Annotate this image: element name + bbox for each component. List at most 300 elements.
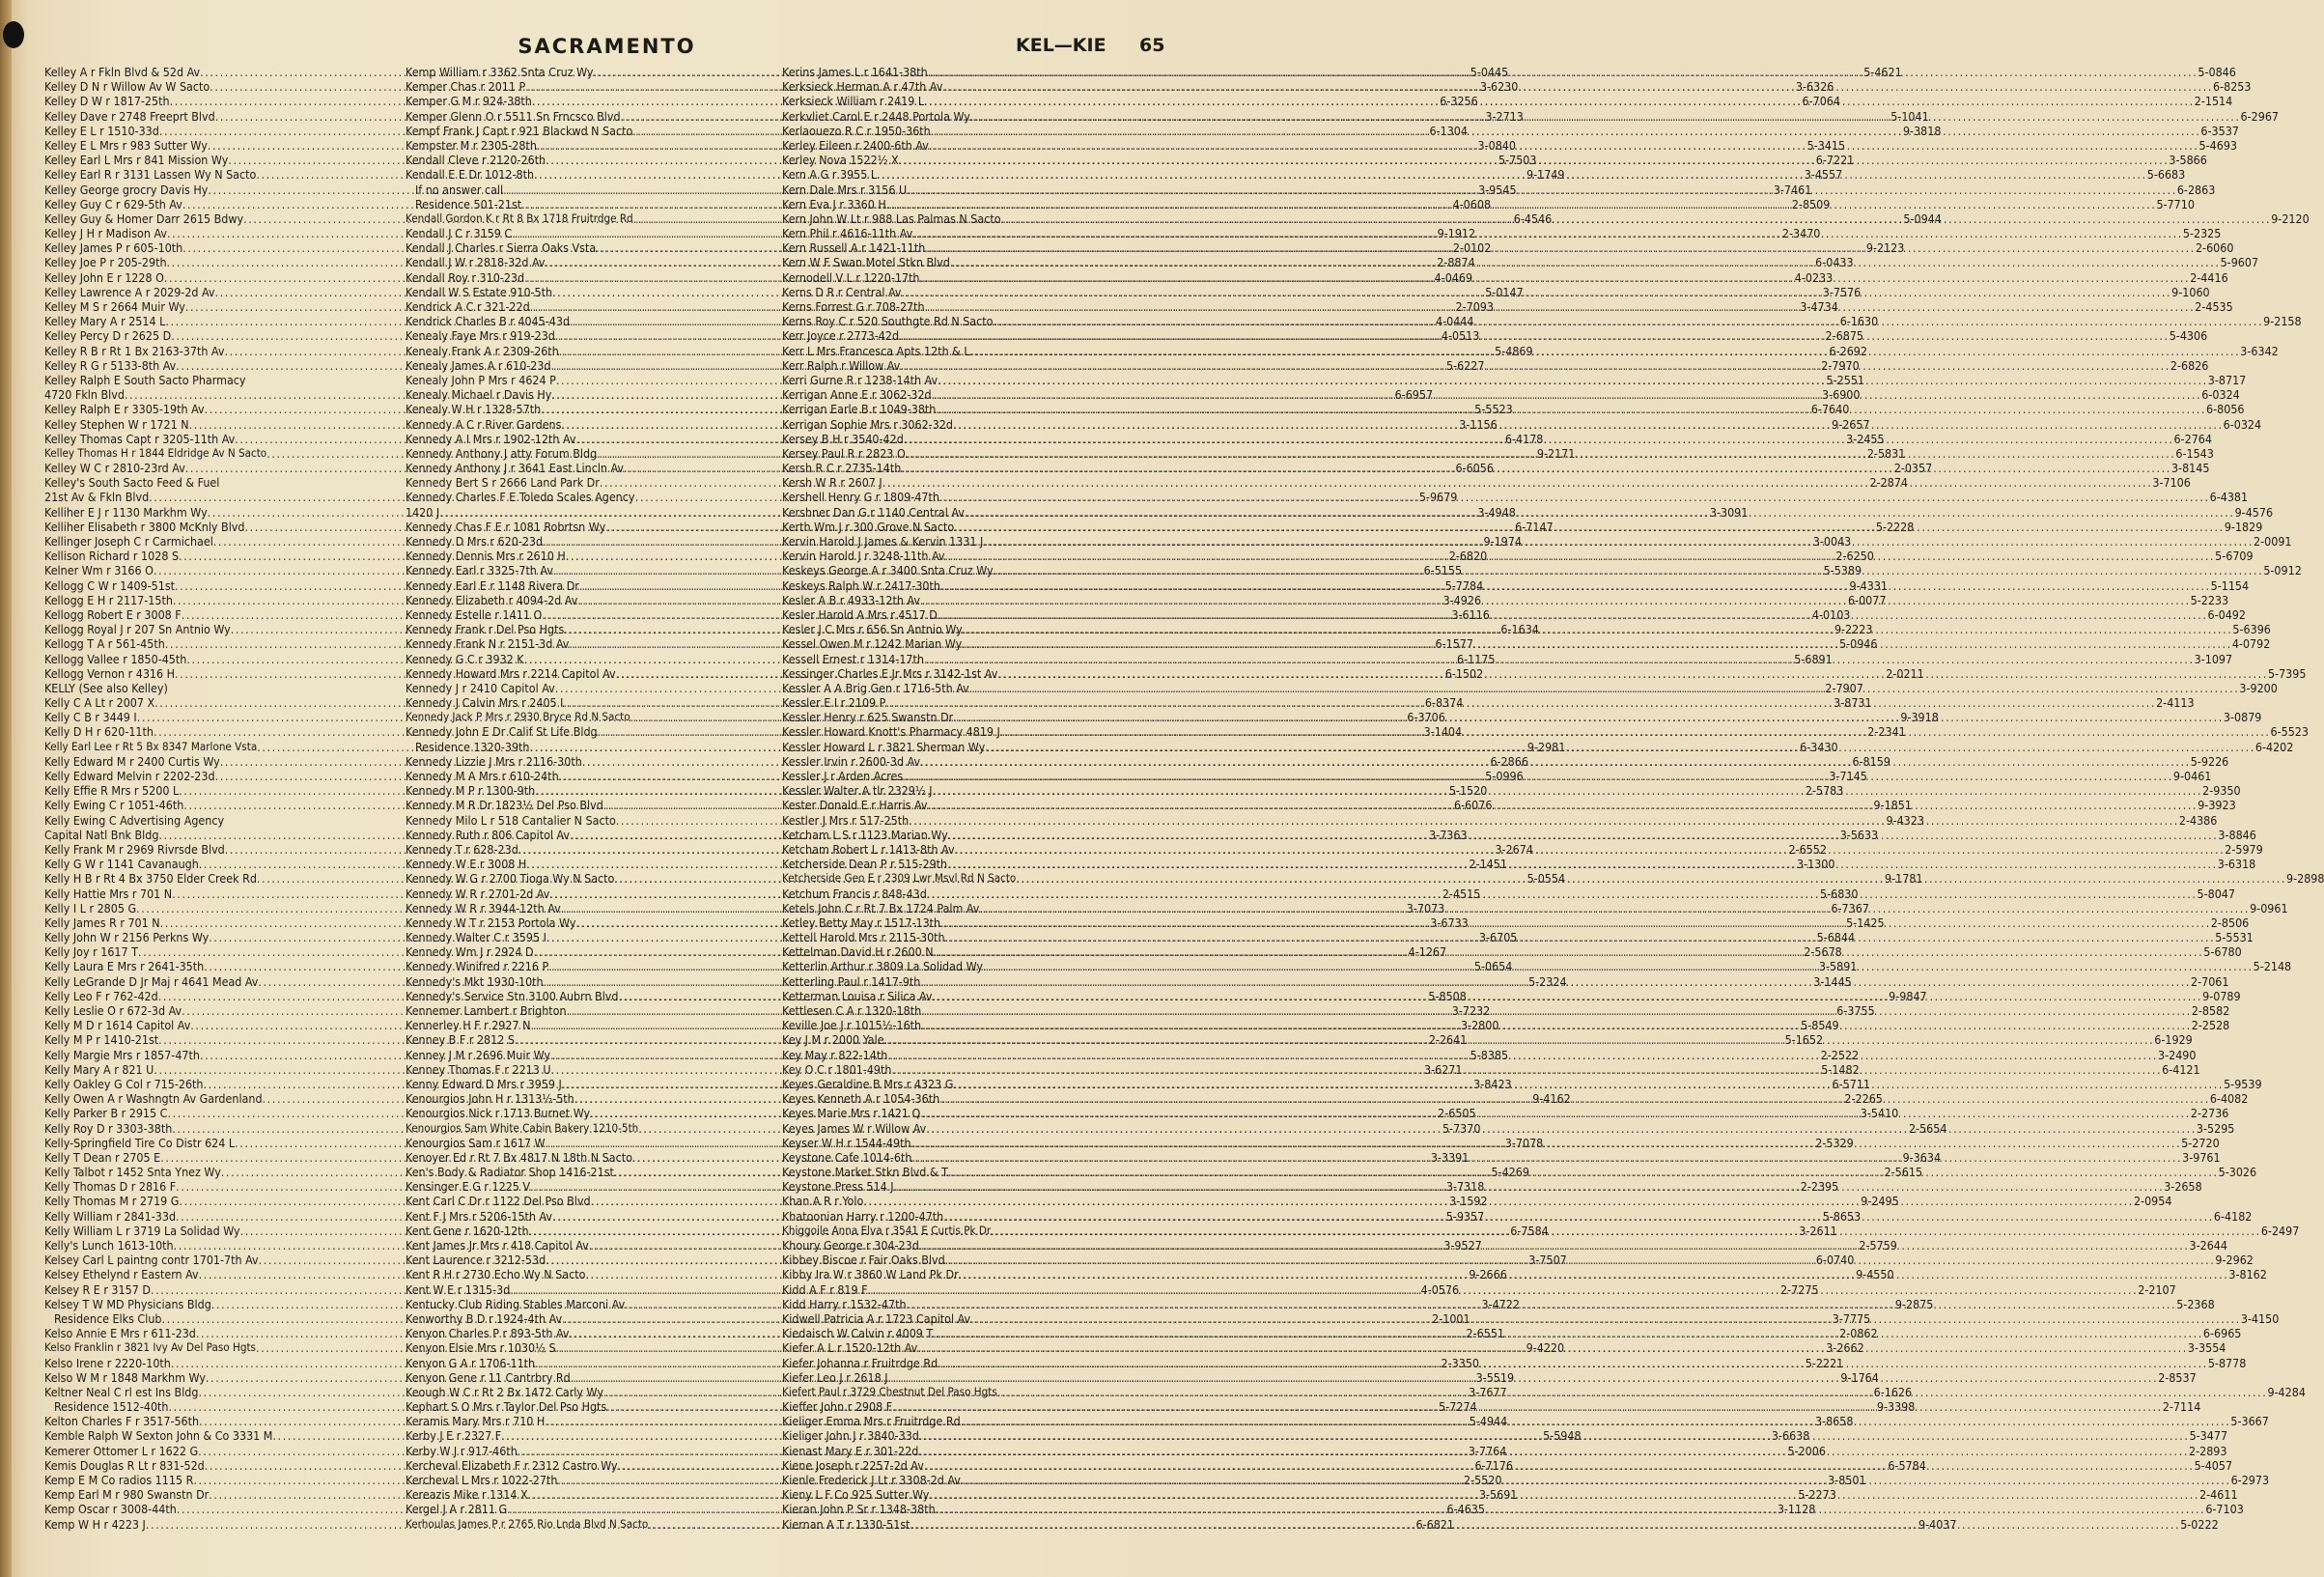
listing-phone: 3-9200	[2239, 680, 2278, 695]
dot-leader	[888, 1370, 2159, 1385]
listing-phone: 9-1912	[1437, 226, 1476, 241]
dot-leader	[887, 1048, 2158, 1062]
listing-phone: 9-4037	[1918, 1516, 1957, 1532]
listing-phone: 9-2962	[2215, 1253, 2254, 1268]
listing-name: Kellogg Royal J r 207 Sn Antnio Wy	[44, 622, 231, 637]
listing-name: Kettell Harold Mrs r 2115-30th	[782, 930, 945, 945]
listing-name: Kettlesen C A r 1320-18th	[782, 1003, 922, 1018]
listing-phone: 2-5678	[1804, 944, 1842, 960]
listing-phone: 6-7640	[1810, 402, 1850, 417]
listing-phone: 2-5759	[1859, 1238, 1897, 1253]
listing-name: Kempster M r 2305-28th	[406, 137, 537, 153]
listing-phone: 2-2107	[2138, 1281, 2176, 1297]
listing-phone: 6-0077	[1847, 592, 1887, 607]
listing-name: Kelly William r 2841-33d	[44, 1208, 177, 1224]
listing-phone: 6-3256	[1440, 94, 1478, 109]
listing-name: Khan A R r Yolo	[782, 1194, 864, 1209]
dot-leader	[894, 1179, 2165, 1194]
listing-phone: 3-2662	[1826, 1340, 1864, 1356]
listing-phone: 5-2324	[1528, 973, 1567, 989]
listing-name: Kennedy A C r River Gardens	[406, 416, 562, 432]
dot-leader	[911, 1136, 2182, 1150]
listing-phone: 9-2223	[1834, 622, 1873, 637]
listing-name: Kennedy Milo L r 518 Cantalier N Sacto	[406, 812, 616, 828]
dot-leader	[983, 534, 2254, 549]
listing-phone: 3-4150	[2240, 1310, 2280, 1326]
dot-leader	[1001, 211, 2272, 226]
listing-phone: 4-1267	[1408, 944, 1447, 960]
listing-entry	[44, 475, 386, 490]
listing-phone: 6-8374	[1424, 695, 1464, 711]
listing-name: Kessler Irvin r 2600-3d Av	[782, 753, 921, 769]
listing-phone: 5-4621	[1863, 65, 1902, 79]
listing-phone: 6-4121	[2162, 1061, 2200, 1077]
listing-phone: 6-1175	[1457, 651, 1496, 666]
listing-phone: 6-7584	[1510, 1223, 1549, 1238]
dot-leader	[925, 299, 2196, 314]
listing-phone: 2-4386	[2178, 812, 2218, 828]
listing-name: Kibbey Biscoe r Fair Oaks Blvd	[782, 1253, 945, 1268]
listing-name: Kershell Henry G r 1809-47th	[782, 490, 939, 505]
listing-name: Kelton Charles F r 3517-56th	[44, 1414, 200, 1429]
dot-leader	[962, 636, 2232, 651]
listing-phone: 2-6250	[1835, 549, 1874, 564]
listing-phone: 3-7576	[1822, 284, 1862, 299]
dot-leader	[942, 79, 2213, 94]
listing-phone: 2-2641	[1428, 1032, 1468, 1048]
listing-phone: 5-0912	[2263, 563, 2302, 578]
listing-name: Kelley E L r 1510-33d	[44, 123, 159, 138]
listing-phone: 3-7145	[1829, 769, 1867, 783]
listing-phone: 3-0879	[2223, 710, 2262, 725]
listing-phone: 6-2692	[1829, 343, 1867, 358]
listing-phone: 5-0946	[1839, 636, 1878, 652]
listing-phone: 5-1154	[2210, 577, 2250, 593]
listing-name: Kempf Frank J Capt r 921 Blackwd N Sacto	[406, 123, 633, 138]
listing-name: Kendall Roy r 310-23d	[406, 269, 525, 285]
listing-name: Kersh W R r 2607 J	[782, 475, 882, 491]
listing-name: Keough W C r Rt 2 Bx 1472 Carly Wy	[406, 1384, 603, 1399]
listing-phone: 3-2455	[1846, 431, 1885, 446]
listing-name: Kennedy Earl r 3325-7th Av	[406, 563, 553, 578]
dot-leader	[884, 1032, 2155, 1047]
listing-phone: 5-7784	[1444, 577, 1484, 593]
listing-name: Residence 1320-39th	[415, 739, 530, 754]
dot-leader	[945, 930, 2216, 944]
listing-name: Kendall J Charles r Sierra Oaks Vsta	[406, 240, 597, 256]
listing-name: Kendrick Charles B r 4045-43d	[406, 314, 571, 329]
listing-name: Kelly John W r 2156 Perkns Wy	[44, 930, 210, 945]
listing-name: Kelly M D r 1614 Capitol Av	[44, 1018, 191, 1033]
dot-leader	[953, 1077, 2224, 1091]
listing-phone: 2-2341	[1867, 724, 1906, 740]
listing-name: Keskeys George A r 3400 Snta Cruz Wy	[782, 563, 994, 578]
listing-name: Keyes James W r Willow Av	[782, 1120, 927, 1136]
listing-phone: 6-3755	[1836, 1003, 1875, 1018]
listing-name: Kieliger John J r 3840-33d	[782, 1428, 919, 1444]
listing-name: Kelsey T W MD Physicians Bldg	[44, 1296, 211, 1311]
listing-name: Kemp E M Co radios 1115 R	[44, 1473, 194, 1487]
listing-name: Kerrigan Sophie Mrs r 3062-32d	[782, 416, 953, 432]
listing-name: Kennedy M R Dr 1823½ Del Pso Blvd	[406, 798, 603, 813]
dot-leader	[997, 1385, 2268, 1399]
listing-name: Kerri Gurne R r 1238-14th Av	[782, 372, 938, 387]
listing-name: Kennedy Frank N r 2151-3d Av	[406, 636, 570, 652]
listing-name: Kenealy Frank A r 2309-26th	[406, 343, 559, 358]
dot-leader	[985, 740, 2255, 754]
listing-name: Kerns Forrest G r 708-27th	[782, 299, 925, 314]
dot-leader	[955, 842, 2226, 857]
listing-phone: 6-4381	[2209, 490, 2249, 505]
listing-phone: 5-2368	[2176, 1296, 2215, 1311]
dot-leader	[994, 563, 2264, 577]
listing-name: Keystone Cafe 1014-6th	[782, 1149, 912, 1165]
listing-name: Kemp William r 3362 Snta Cruz Wy	[406, 65, 594, 79]
listing-phone: 3-7507	[1528, 1253, 1567, 1268]
listing-phone: 6-2973	[2230, 1473, 2270, 1487]
listing-phone: 2-2395	[1800, 1179, 1839, 1195]
listing-name: Kelly Leslie O r 672-3d Av	[44, 1003, 182, 1018]
listing-name: Keyes Marie Mrs r 1421 Q	[782, 1106, 921, 1121]
listing-phone: 2-8506	[2210, 915, 2250, 930]
listing-name: Kelso Irene r 2220-10th	[44, 1355, 171, 1370]
listing-phone: 9-1764	[1840, 1369, 1879, 1385]
listing-name: Kiene Joseph r 2257-2d Av	[782, 1457, 924, 1473]
listing-phone: 2-2893	[2188, 1443, 2227, 1458]
listing-name: Kernodell V L r 1220-17th	[782, 269, 920, 285]
listing-phone: 2-3350	[1441, 1355, 1480, 1370]
listing-phone: 5-6683	[2146, 167, 2186, 183]
listing-phone: 5-5531	[2215, 930, 2254, 945]
listing-phone: 3-5866	[2169, 153, 2207, 168]
listing-name: Kellogg Vernon r 4316 H	[44, 665, 176, 681]
listing-phone: 5-9357	[1445, 1208, 1485, 1224]
listing-name: Kellogg Robert E r 3008 F	[44, 606, 182, 622]
listing-name: Kern Dale Mrs r 3156 U	[782, 182, 908, 197]
listing-phone: 2-0357	[1893, 461, 1933, 476]
listing-phone: 9-0461	[2172, 769, 2212, 783]
listing-phone: 2-6826	[2170, 357, 2209, 373]
listing-name: Kenealy John P Mrs r 4624 P	[406, 372, 556, 387]
listing-phone: 6-0324	[2223, 416, 2262, 432]
listing-phone: 5-2233	[2190, 592, 2229, 607]
dot-leader	[868, 1282, 2139, 1297]
listing-phone: 6-4178	[1504, 431, 1544, 446]
dot-leader	[900, 358, 2170, 373]
listing-name: Kercheval L Mrs r 1022-27th	[406, 1473, 558, 1487]
listing-name: Kereazis Mike r 1314 X	[406, 1487, 528, 1503]
dot-leader	[944, 549, 2215, 563]
listing-phone: 5-2720	[2181, 1135, 2220, 1150]
dot-leader	[899, 328, 2170, 343]
listing-phone: 3-8145	[2170, 461, 2210, 476]
listing-phone: 9-1974	[1483, 534, 1522, 549]
listing-name: Kennedy W R r 2701-2d Av	[406, 886, 550, 901]
listing-phone: 2-0102	[1452, 240, 1492, 256]
dot-leader	[938, 1356, 2208, 1370]
listing-phone: 6-7147	[1515, 519, 1554, 534]
listing-phone: 5-8047	[2197, 886, 2235, 901]
listing-name: Kessler E I r 2109 P	[782, 695, 886, 711]
listing-phone: 3-7073	[1406, 900, 1445, 915]
listing-name: Kendall Cleve r 2120-26th	[406, 153, 546, 168]
dot-leader	[903, 769, 2173, 783]
listing-phone: 6-6957	[1394, 387, 1434, 403]
listing-name: Khoury George r 304-23d	[782, 1238, 919, 1253]
listing-name: Keskeys Ralph W r 2417-30th	[782, 577, 940, 593]
listing-phone: 4-0469	[1434, 269, 1473, 285]
listing-name: Kelly Thomas M r 2719 G	[44, 1194, 180, 1209]
listing-phone: 3-8846	[2218, 827, 2256, 842]
dot-leader	[929, 1487, 2199, 1502]
listing-name: Kerrigan Earle B r 1049-38th	[782, 402, 937, 417]
listing-name: Kelley R G r 5133-8th Av	[44, 357, 177, 373]
listing-phone: 2-4416	[2190, 269, 2228, 285]
listing-phone: 9-3818	[1902, 123, 1942, 138]
listing-phone: 3-7677	[1469, 1384, 1507, 1399]
listing-name: Kelley Ralph E South Sacto Pharmacy	[44, 372, 246, 387]
listing-name: Kent James Jr Mrs r 418 Capitol Av	[406, 1238, 589, 1253]
listing-phone: 5-2221	[1805, 1355, 1844, 1370]
dot-leader	[912, 226, 2183, 240]
listing-name: Kelley Ralph E r 3305-19th Av	[44, 402, 205, 417]
listing-name: Kerr Ralph r Willow Av	[782, 357, 901, 373]
listing-phone: 3-4948	[1477, 504, 1516, 520]
listing-name: Kelley R B r Rt 1 Bx 2163-37th Av	[44, 343, 225, 358]
listing-name: Residence Elks Club	[54, 1310, 162, 1326]
page-number: 65	[1139, 35, 1165, 56]
listing-phone: 5-2006	[1787, 1443, 1826, 1458]
listing-name: If no answer call	[415, 182, 504, 197]
listing-name: Ketterling Paul r 1417-9th	[782, 973, 921, 989]
dot-leader	[924, 652, 2195, 666]
listing-name: Keramis Mary Mrs r 710 H	[406, 1414, 546, 1429]
listing-name: Kenealy Michael r Davis Hy	[406, 387, 552, 403]
listing-phone: 5-7370	[1442, 1120, 1481, 1136]
listing-name: Kenourgios Sam r 1617 W	[406, 1135, 546, 1150]
listing-name: Kester Donald E r Harris Av	[782, 798, 928, 813]
listing-name: Kennedy A I Mrs r 1902-12th Av	[406, 431, 576, 446]
listing-name: Kelley Earl R r 3131 Lassen Wy N Sacto	[44, 167, 257, 183]
listing-name: Kerth Wm J r 300 Grove N Sacto	[782, 519, 955, 534]
listing-phone: 5-9539	[2224, 1076, 2262, 1091]
listing-phone: 2-7093	[1455, 299, 1494, 314]
listing-name: Kersey B H r 3540-42d	[782, 431, 904, 446]
listing-name: Kenney Thomas F r 2213 U	[406, 1061, 551, 1077]
listing-name: Kiefer Leo J r 2618 J	[782, 1369, 888, 1385]
listing-name: Kennedy W E r 3008 H	[406, 857, 527, 872]
listing-name: Kessler J r Arden Acres	[782, 769, 904, 783]
listing-phone: 6-4546	[1513, 211, 1553, 226]
listing-name: Kersey Paul R r 2823 O	[782, 445, 906, 461]
listing-phone: 9-2123	[1865, 240, 1905, 256]
listing-phone: 5-6396	[2232, 622, 2271, 637]
listing-phone: 9-4331	[1849, 577, 1889, 593]
listing-name: Kelly H B r Rt 4 Bx 3750 Elder Creek Rd	[44, 871, 257, 887]
dot-leader	[909, 813, 2179, 828]
listing-phone: 4-0103	[1811, 606, 1851, 622]
listing-phone: 6-1502	[1444, 665, 1484, 681]
listing-phone: 2-5979	[2225, 841, 2263, 857]
dot-leader	[940, 578, 2211, 593]
dot-leader	[963, 622, 2233, 636]
listing-phone: 6-8056	[2206, 402, 2245, 417]
dot-leader	[961, 1414, 2231, 1428]
listing-phone: 6-3430	[1800, 739, 1838, 754]
listing-phone: 6-5155	[1423, 563, 1463, 578]
listing-name: Kern Eva J r 3360 H	[782, 196, 886, 211]
listing-name: Kennedy Estelle r 1411 O	[406, 606, 543, 622]
listing-name: Keville Joe J r 1015½-16th	[782, 1018, 922, 1033]
dot-leader	[933, 783, 2203, 798]
listing-name: Ketterlin Arthur r 3809 La Solidad Wy	[782, 959, 983, 974]
listing-phone: 2-4515	[1442, 886, 1481, 901]
listing-phone: 4-0608	[1452, 196, 1492, 211]
listing-name: Kelly Thomas D r 2816 F	[44, 1179, 177, 1195]
listing-name: Kerksieck Herman A r 47th Av	[782, 79, 943, 95]
listing-phone: 3-5410	[1860, 1106, 1899, 1121]
listing-phone: 3-9761	[2182, 1149, 2221, 1165]
listing-phone: 6-5523	[2270, 724, 2309, 740]
dot-leader	[927, 887, 2198, 901]
listing-phone: 9-0789	[2202, 988, 2241, 1003]
dot-leader	[936, 1502, 2206, 1516]
listing-phone: 3-8501	[1828, 1473, 1866, 1487]
listing-phone: 5-3415	[1806, 137, 1846, 153]
listing-phone: 9-2875	[1894, 1296, 1934, 1311]
listing-phone: 3-3391	[1430, 1149, 1470, 1165]
listing-phone: 3-3091	[1709, 504, 1749, 520]
listing-name: Kelly-Springfield Tire Co Distr 624 L	[44, 1135, 236, 1150]
listing-phone: 9-3634	[1902, 1149, 1942, 1165]
listing-phone: 2-5615	[1884, 1165, 1923, 1180]
listing-phone: 5-0554	[1526, 871, 1566, 887]
dot-leader	[906, 446, 2176, 461]
page-header-city: SACRAMENTO	[518, 35, 696, 58]
dot-leader	[919, 1238, 2190, 1253]
dot-leader	[920, 1106, 2191, 1120]
listing-name: Kesler J C Mrs r 656 Sn Antnio Wy	[782, 622, 963, 637]
listing-phone: 5-2273	[1798, 1487, 1836, 1503]
listing-phone: 5-1482	[1821, 1061, 1860, 1077]
listing-phone: 9-3918	[1900, 710, 1939, 725]
listing-phone: 6-7103	[2205, 1502, 2244, 1517]
listing-name: Kenyon Gene r 11 Cantrbry Rd	[406, 1369, 571, 1385]
listing-name: Key May r 822-14th	[782, 1047, 888, 1062]
dot-leader	[885, 695, 2156, 710]
listing-phone: 9-9847	[1889, 988, 1927, 1003]
listing-phone: 6-1543	[2175, 445, 2214, 461]
dot-leader	[970, 344, 2241, 358]
listing-name: Kelly G W r 1141 Cavanaugh	[44, 857, 199, 872]
listing-name: Kelly Hattie Mrs r 701 N	[44, 886, 173, 901]
listing-phone: 6-5711	[1832, 1076, 1871, 1091]
listing-phone: 4-0576	[1420, 1281, 1460, 1297]
dot-leader	[936, 402, 2206, 416]
listing-phone: 2-5783	[1805, 783, 1844, 799]
listing-name: Kiefert Paul r 3729 Chestnut Del Paso Hgts	[782, 1384, 997, 1398]
listing-name: Residence 501-21st	[415, 196, 522, 211]
listing-phone: 3-2674	[1495, 841, 1533, 857]
listing-name: Kessler A A Brig Gen r 1716-5th Av	[782, 680, 969, 695]
listing-name: Kieran John P Sr r 1348-38th	[782, 1502, 936, 1517]
listing-phone: 6-1634	[1500, 622, 1539, 637]
listing-name: 4720 Fkln Blvd	[44, 387, 125, 403]
listing-phone: 3-2611	[1799, 1223, 1837, 1238]
listing-phone: 2-5831	[1866, 445, 1906, 461]
listing-phone: 5-8385	[1470, 1047, 1509, 1062]
dot-leader	[948, 1165, 2219, 1179]
listing-name: Kellogg E H r 2117-15th	[44, 592, 173, 607]
listing-phone: 5-4306	[2169, 328, 2208, 344]
listing-phone: 3-8717	[2207, 372, 2247, 387]
dot-leader	[993, 314, 2263, 328]
listing-phone: 6-1577	[1435, 636, 1473, 652]
listing-name: Kennedy's Mkt 1930-10th	[406, 973, 544, 989]
listing-phone: 3-9545	[1478, 182, 1517, 197]
listing-name: Kern Russell A r 1421-11th	[782, 240, 926, 256]
listing-name: Kelly Edward M r 2400 Curtis Wy	[44, 753, 220, 769]
listing-phone: 9-1060	[2171, 284, 2210, 299]
listing-name: Kennedy's Service Stn 3100 Aubrn Blvd	[406, 988, 619, 1003]
listing-phone: 3-5519	[1475, 1369, 1515, 1385]
listing-name: Kelsey Ethelynd r Eastern Av	[44, 1267, 199, 1282]
listing-entry	[44, 681, 386, 695]
dot-leader	[939, 1091, 2210, 1106]
listing-name: Kerley Eileen r 2400-6th Av	[782, 137, 929, 153]
listing-phone: 5-9226	[2190, 753, 2229, 769]
listing-name: Kelso Annie E Mrs r 611-23d	[44, 1326, 196, 1341]
listing-name: Keystone Market Stkn Blvd & T	[782, 1165, 948, 1180]
listing-name: Kennedy Anthony J atty Forum Bldg	[406, 445, 598, 461]
dot-leader	[910, 1517, 2181, 1532]
dot-leader	[948, 828, 2219, 842]
listing-name: Kentucky Club Riding Stables Marconi Av	[406, 1296, 626, 1311]
listing-name: Kemper Chas r 2011 P	[406, 79, 526, 95]
listing-phone: 3-1445	[1813, 973, 1852, 989]
dot-leader	[918, 1444, 2189, 1458]
listing-name: Kemerer Ottomer L r 1622 G	[44, 1443, 199, 1458]
listing-phone: 3-7232	[1451, 1003, 1491, 1018]
listing-name: Kelley M S r 2664 Muir Wy	[44, 299, 185, 314]
listing-name: Kelley Lawrence A r 2029-2d Av	[44, 284, 215, 299]
dot-leader	[899, 153, 2170, 167]
listing-name: Kelly Joy r 1617 T	[44, 944, 138, 960]
listing-phone: 6-3706	[1407, 710, 1445, 725]
listing-name: Kennemer Lambert r Brighton	[406, 1003, 567, 1018]
listing-phone: 3-4722	[1481, 1296, 1520, 1311]
listing-name: Kenyon G A r 1706-11th	[406, 1355, 536, 1370]
listing-phone: 3-0043	[1812, 534, 1852, 549]
listing-name: Kelly Earl Lee r Rt 5 Bx 8347 Marlone Vsta	[44, 739, 258, 753]
listing-name: Kelley Thomas H r 1844 Eldridge Av N Sacto	[44, 445, 267, 460]
listing-name: Kern A G r 3955 L	[782, 167, 878, 183]
dot-leader	[924, 1458, 2195, 1473]
listing-name: Residence 1512-40th	[54, 1399, 169, 1415]
listing-name: Kiedaisch W Calvin r 4009 T	[782, 1326, 934, 1341]
listing-phone: 5-4869	[1495, 343, 1533, 358]
listing-phone: 4-0513	[1441, 328, 1480, 344]
listing-name: Khatoonian Harry r 1200-47th	[782, 1208, 944, 1224]
listing-phone: 3-6900	[1822, 387, 1861, 403]
dot-leader	[929, 138, 2199, 153]
listing-name: Kelsey R E r 3157 D	[44, 1281, 151, 1297]
listing-name: Kelly C B r 3449 I	[44, 710, 137, 725]
listing-phone: 3-6318	[2217, 857, 2256, 872]
listing-phone: 2-2528	[2191, 1018, 2230, 1033]
dot-leader	[931, 124, 2201, 138]
listing-name: Kennedy John E Dr Calif St Life Bldg	[406, 724, 598, 740]
